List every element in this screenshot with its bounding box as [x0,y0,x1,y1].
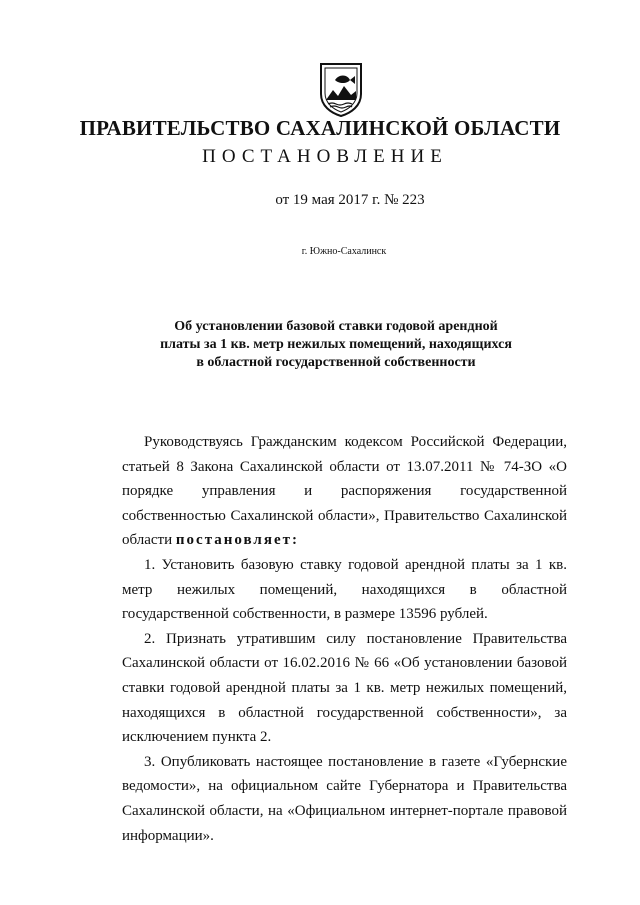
document-date-number: от 19 мая 2017 г. № 223 [275,192,425,208]
title-line: Об установлении базовой ставки годовой арендной [174,319,498,334]
preamble-paragraph [122,430,567,553]
document-body [122,430,567,848]
document-type: ПОСТАНОВЛЕНИЕ [202,146,448,167]
title-line: платы за 1 кв. метр нежилых помещений, находящихся [160,337,512,352]
title-line: в областной государственной собственности [196,355,476,370]
resolves-word: постановляет: [175,532,299,549]
document-city: г. Южно-Сахалинск [301,246,387,257]
clause-paragraph: 2. Признать утратившим силу постановление Правительства Сахалинской области от 16.02.2016 № 66 «Об установлении базовой ставки годовой арендной платы за 1 кв. метр нежилых помещений, находящихся в областной государственной собственности», за исключением пункта 2. [122,630,567,746]
document-title [150,318,522,372]
clause-paragraph: 3. Опубликовать настоящее постановление в газете «Губернские ведомости», на официальном сайте Губернатора и Правительства Сахалинской области, на «Официальном интернет-портале правовой информации». [122,753,567,844]
preamble-text: Руководствуясь Гражданским кодексом Российской Федерации, статьей 8 Закона Сахалинской области от 13.07.2011 № 74-ЗО «О порядке управления и распоряжения государственной собственностью Сахалинской области», Правительство Сахалинской области [122,434,567,549]
coat-of-arms-icon [317,60,365,118]
organization-name: ПРАВИТЕЛЬСТВО САХАЛИНСКОЙ ОБЛАСТИ [79,116,561,140]
clause-paragraph: 1. Установить базовую ставку годовой арендной платы за 1 кв. метр нежилых помещений, находящихся в областной государственной собственности, в размере 13596 рублей. [122,556,567,623]
